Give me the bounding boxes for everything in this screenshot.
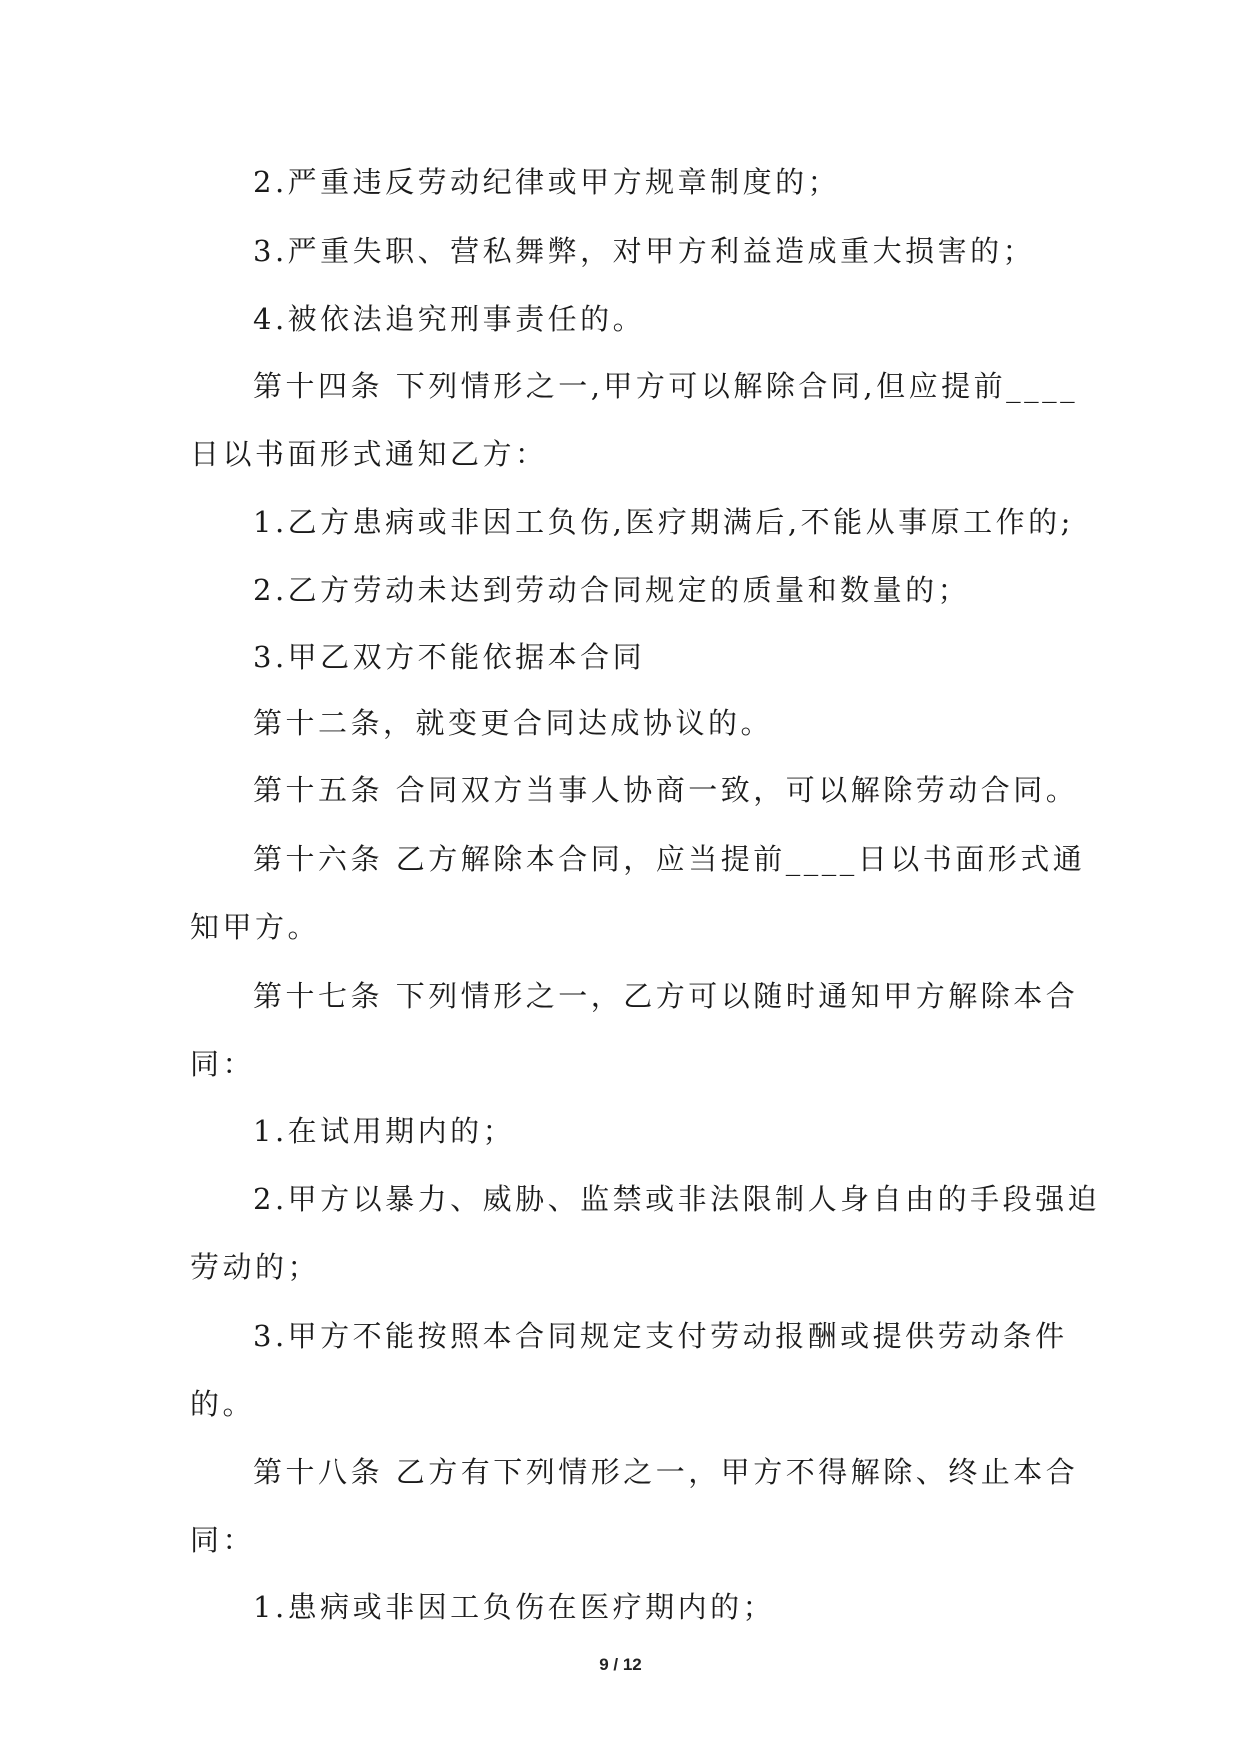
paragraph-continuation: 日以书面形式通知乙方： xyxy=(190,437,548,471)
article-16-heading: 第十六条 乙方解除本合同，应当提前____日以书面形式通 xyxy=(253,842,1086,876)
page-number: 9 / 12 xyxy=(599,1655,642,1674)
clause-line: 1.患病或非因工负伤在医疗期内的； xyxy=(253,1590,776,1624)
paragraph-continuation: 的。 xyxy=(190,1387,256,1421)
clause-line: 1.在试用期内的； xyxy=(253,1114,516,1148)
paragraph-continuation: 同： xyxy=(190,1523,256,1557)
clause-line: 3.甲方不能按照本合同规定支付劳动报酬或提供劳动条件 xyxy=(253,1319,1068,1353)
article-line: 第十二条，就变更合同达成协议的。 xyxy=(253,706,774,740)
paragraph-continuation: 同： xyxy=(190,1047,256,1081)
article-18-heading: 第十八条 乙方有下列情形之一，甲方不得解除、终止本合 xyxy=(253,1455,1079,1489)
paragraph-continuation: 劳动的； xyxy=(190,1250,321,1284)
article-15-heading: 第十五条 合同双方当事人协商一致，可以解除劳动合同。 xyxy=(253,773,1079,807)
clause-line: 2.乙方劳动未达到劳动合同规定的质量和数量的； xyxy=(253,573,971,607)
clause-line: 2.甲方以暴力、威胁、监禁或非法限制人身自由的手段强迫 xyxy=(253,1182,1101,1216)
paragraph-continuation: 知甲方。 xyxy=(190,910,321,944)
article-17-heading: 第十七条 下列情形之一，乙方可以随时通知甲方解除本合 xyxy=(253,979,1079,1013)
clause-line: 3.严重失职、营私舞弊，对甲方利益造成重大损害的； xyxy=(253,234,1036,268)
clause-line: 4.被依法追究刑事责任的。 xyxy=(253,302,646,336)
clause-line: 3.甲乙双方不能依据本合同 xyxy=(253,640,646,674)
article-14-heading: 第十四条 下列情形之一,甲方可以解除合同,但应提前____ xyxy=(253,369,1079,403)
clause-line: 1.乙方患病或非因工负伤,医疗期满后,不能从事原工作的; xyxy=(253,505,1074,539)
clause-line: 2.严重违反劳动纪律或甲方规章制度的； xyxy=(253,165,841,199)
